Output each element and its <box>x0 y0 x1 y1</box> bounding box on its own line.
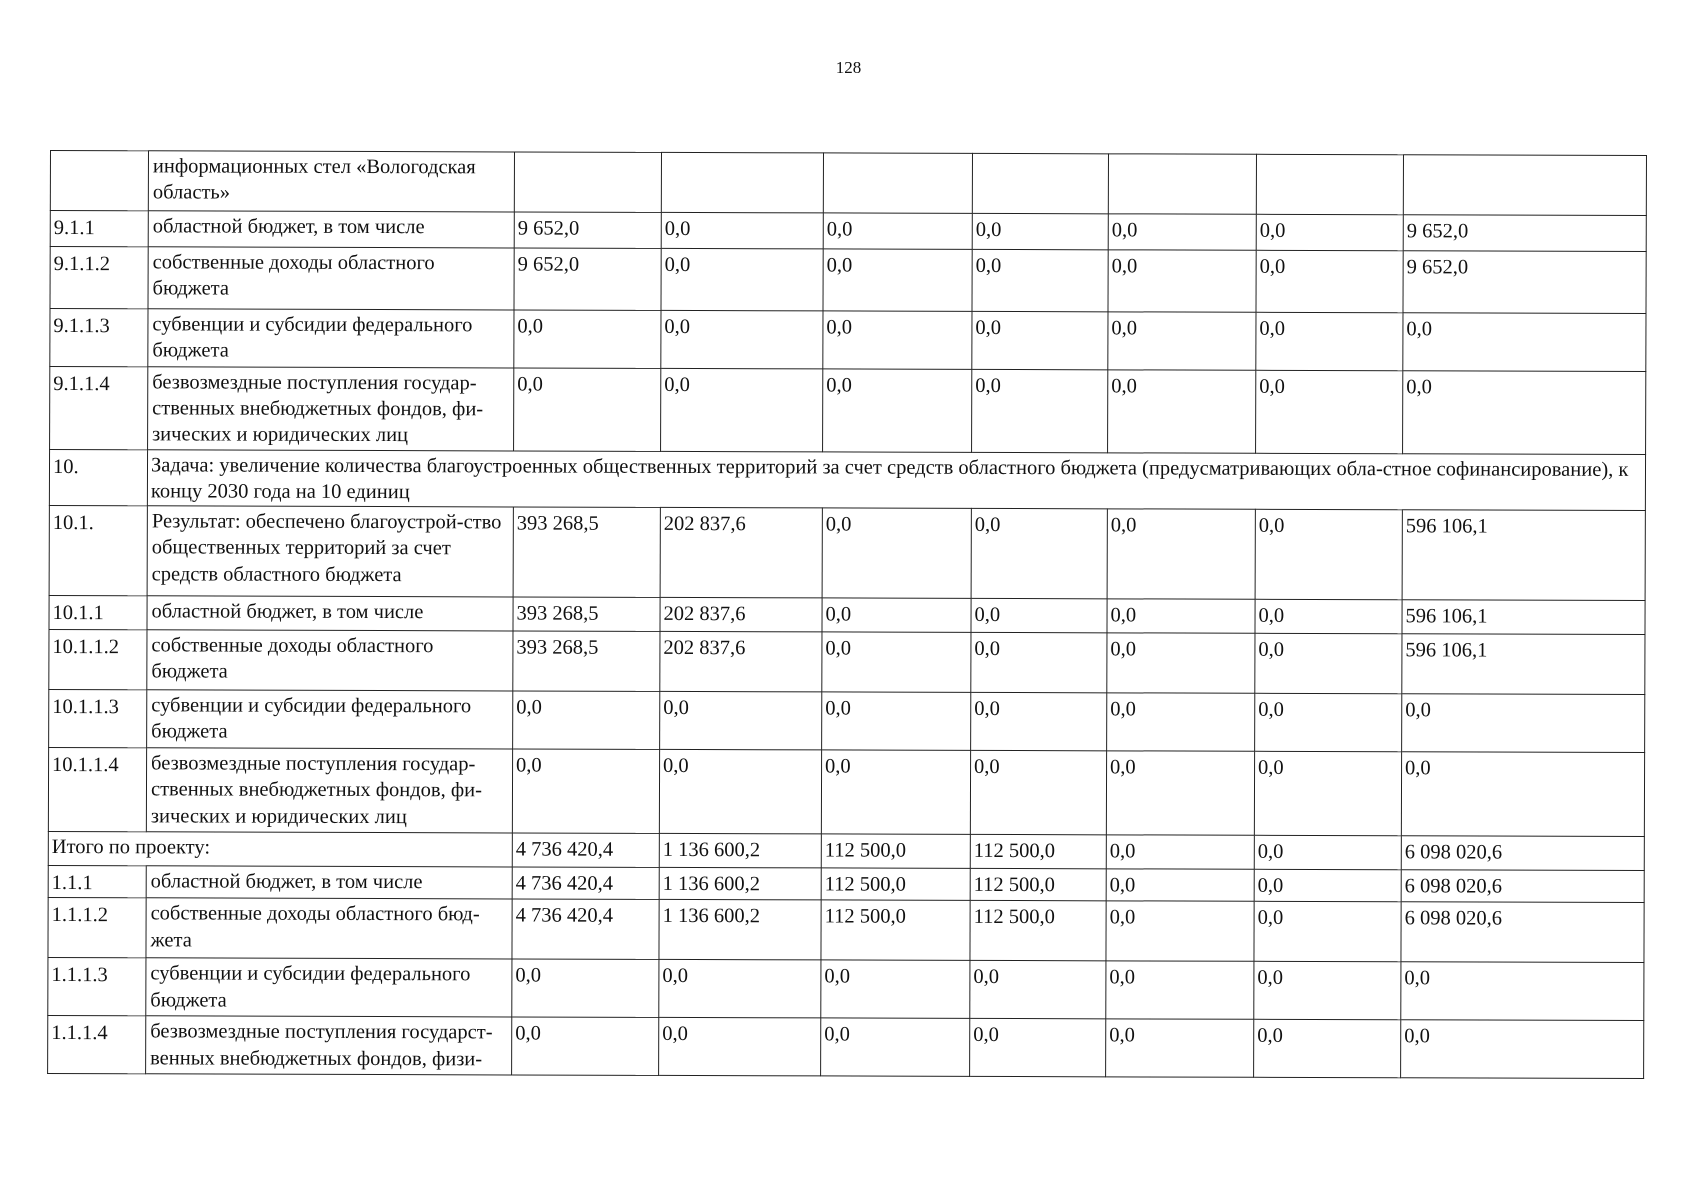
row-name: собственные доходы областного бюджета <box>147 630 513 691</box>
row-code <box>50 151 148 211</box>
value-cell: 0,0 <box>661 212 823 249</box>
table-row <box>50 367 1646 455</box>
row-name: собственные доходы областного бюд-жета <box>146 898 512 959</box>
row-name: областной бюджет, в том числе <box>147 596 513 631</box>
row-name: субвенции и субсидии федерального бюджета <box>146 958 512 1017</box>
table-row <box>48 866 1644 903</box>
row-code: 10.1.1.3 <box>49 690 147 748</box>
value-cell: 0,0 <box>821 960 970 1018</box>
value-cell: 0,0 <box>1106 869 1254 902</box>
value-cell: 0,0 <box>1254 869 1401 902</box>
value-cell: 1 136 600,2 <box>659 834 821 869</box>
value-cell: 0,0 <box>1107 509 1255 599</box>
row-code: 1.1.1.3 <box>48 958 146 1016</box>
table-row <box>50 247 1646 314</box>
value-cell: 0,0 <box>822 632 971 692</box>
value-cell: 0,0 <box>659 1018 821 1077</box>
value-cell: 0,0 <box>971 633 1107 693</box>
value-cell: 6 098 020,6 <box>1401 870 1644 903</box>
value-cell: 0,0 <box>1108 312 1256 370</box>
row-code: 10.1. <box>49 506 147 596</box>
row-code: 1.1.1.4 <box>48 1016 146 1074</box>
value-cell: 0,0 <box>514 310 661 368</box>
row-code: 10.1.1.2 <box>49 630 147 690</box>
row-name: Результат: обеспечено благоустрой-ство общественных территорий за счет средств областного бюджета <box>147 506 513 597</box>
value-cell: 0,0 <box>1255 693 1402 751</box>
row-name: областной бюджет, в том числе <box>148 211 514 248</box>
row-name: субвенции и субсидии федерального бюджета <box>147 690 513 749</box>
value-cell <box>972 153 1108 213</box>
table-row <box>50 151 1646 216</box>
value-cell: 0,0 <box>661 248 823 311</box>
value-cell: 0,0 <box>1403 371 1646 454</box>
task-row <box>49 449 1645 510</box>
value-cell: 112 500,0 <box>970 835 1106 869</box>
value-cell: 596 106,1 <box>1402 510 1645 601</box>
value-cell: 112 500,0 <box>821 834 970 868</box>
value-cell: 0,0 <box>1255 509 1402 599</box>
value-cell: 0,0 <box>972 249 1108 311</box>
value-cell: 393 268,5 <box>513 631 660 691</box>
table-row <box>48 1016 1644 1079</box>
value-cell: 0,0 <box>660 692 822 751</box>
value-cell <box>1108 154 1256 214</box>
row-name: безвозмездные поступления государст-венных внебюджетных фондов, физи- <box>146 1016 512 1075</box>
value-cell: 0,0 <box>1256 370 1403 453</box>
row-name: информационных стел «Вологодская область» <box>148 151 514 212</box>
value-cell: 0,0 <box>821 1018 970 1076</box>
table-row <box>50 211 1646 252</box>
value-cell: 0,0 <box>1108 214 1256 250</box>
value-cell: 112 500,0 <box>970 869 1106 902</box>
value-cell: 0,0 <box>1255 599 1402 633</box>
value-cell: 0,0 <box>823 213 972 249</box>
value-cell: 0,0 <box>1106 961 1254 1019</box>
value-cell: 0,0 <box>512 959 659 1017</box>
row-code: 9.1.1 <box>50 211 148 247</box>
value-cell: 0,0 <box>1106 751 1254 835</box>
value-cell: 0,0 <box>970 1019 1106 1077</box>
table-row <box>48 958 1644 1021</box>
total-label: Итого по проекту: <box>48 832 512 867</box>
row-name: безвозмездные поступления государ-ственных внебюджетных фондов, фи-зических и юридических лиц <box>146 748 512 833</box>
value-cell <box>514 152 661 212</box>
value-cell: 202 837,6 <box>660 598 822 633</box>
value-cell: 9 652,0 <box>1403 251 1646 314</box>
value-cell: 0,0 <box>822 598 971 632</box>
value-cell: 0,0 <box>1106 1019 1254 1077</box>
row-code: 10.1.1 <box>49 596 147 630</box>
value-cell: 0,0 <box>512 749 659 833</box>
row-name: собственные доходы областного бюджета <box>148 247 514 310</box>
value-cell: 112 500,0 <box>970 901 1106 961</box>
value-cell: 4 736 420,4 <box>512 833 659 867</box>
value-cell: 9 652,0 <box>514 248 661 310</box>
value-cell: 0,0 <box>971 509 1107 599</box>
value-cell: 1 136 600,2 <box>659 868 821 901</box>
value-cell: 0,0 <box>1254 962 1401 1020</box>
table-row <box>48 748 1644 837</box>
value-cell: 0,0 <box>822 692 971 750</box>
value-cell: 4 736 420,4 <box>512 899 659 959</box>
value-cell: 0,0 <box>661 310 823 369</box>
table-row <box>49 506 1645 601</box>
value-cell: 0,0 <box>1256 250 1403 312</box>
value-cell: 202 837,6 <box>660 508 822 599</box>
value-cell: 9 652,0 <box>514 212 661 248</box>
value-cell: 0,0 <box>1401 1020 1644 1079</box>
value-cell: 0,0 <box>821 750 970 834</box>
value-cell: 0,0 <box>1256 214 1403 250</box>
table-row <box>49 596 1645 635</box>
value-cell: 393 268,5 <box>513 597 660 631</box>
table-row <box>50 309 1646 372</box>
value-cell: 0,0 <box>822 508 971 598</box>
row-name: субвенции и субсидии федерального бюджета <box>148 309 514 368</box>
value-cell: 0,0 <box>823 311 972 369</box>
value-cell: 0,0 <box>659 960 821 1019</box>
row-code: 1.1.1 <box>48 866 146 899</box>
value-cell: 0,0 <box>1107 633 1255 693</box>
row-code: 9.1.1.4 <box>50 367 148 450</box>
value-cell: 0,0 <box>1402 694 1645 753</box>
value-cell: 596 106,1 <box>1402 600 1645 635</box>
table-row <box>49 630 1645 695</box>
value-cell: 6 098 020,6 <box>1401 902 1644 963</box>
value-cell <box>1403 155 1646 216</box>
row-code: 10. <box>49 449 147 506</box>
table-row <box>49 690 1645 753</box>
value-cell: 0,0 <box>513 691 660 749</box>
value-cell: 0,0 <box>823 369 972 452</box>
value-cell: 0,0 <box>1255 633 1402 693</box>
value-cell: 202 837,6 <box>660 632 822 693</box>
page-number: 128 <box>835 58 862 77</box>
row-code: 9.1.1.3 <box>50 309 148 367</box>
value-cell: 9 652,0 <box>1403 215 1646 252</box>
row-code: 1.1.1.2 <box>48 898 146 958</box>
value-cell: 0,0 <box>1401 962 1644 1021</box>
value-cell: 0,0 <box>1254 1020 1401 1078</box>
value-cell: 0,0 <box>1108 370 1256 453</box>
value-cell: 0,0 <box>970 961 1106 1019</box>
value-cell: 0,0 <box>1254 835 1401 869</box>
row-name: безвозмездные поступления государ-ственных внебюджетных фондов, фи-зических и юридических лиц <box>148 367 514 451</box>
value-cell: 0,0 <box>823 249 972 311</box>
value-cell: 0,0 <box>972 311 1108 369</box>
row-code: 10.1.1.4 <box>48 748 146 832</box>
row-name: областной бюджет, в том числе <box>146 866 512 899</box>
value-cell: 0,0 <box>1254 751 1401 835</box>
value-cell <box>1256 154 1403 214</box>
table-row <box>48 898 1644 963</box>
total-row <box>48 832 1644 871</box>
value-cell: 0,0 <box>1403 313 1646 372</box>
value-cell: 0,0 <box>971 599 1107 633</box>
value-cell: 0,0 <box>661 368 823 451</box>
value-cell: 0,0 <box>1107 599 1255 633</box>
value-cell: 393 268,5 <box>513 507 660 597</box>
value-cell: 0,0 <box>972 213 1108 249</box>
value-cell: 0,0 <box>1256 312 1403 370</box>
value-cell: 0,0 <box>514 368 661 451</box>
budget-table <box>47 150 1647 1079</box>
value-cell: 0,0 <box>972 369 1108 452</box>
task-text: Задача: увеличение количества благоустроенных общественных территорий за счет средств областного бюджета (предусматривающих обла-стное софинансирование), к концу 2030 года на 10 единиц <box>147 450 1645 511</box>
value-cell: 112 500,0 <box>821 900 970 960</box>
value-cell: 0,0 <box>1254 902 1401 962</box>
value-cell: 0,0 <box>512 1017 659 1075</box>
value-cell <box>661 152 823 213</box>
value-cell: 0,0 <box>971 693 1107 751</box>
value-cell <box>823 153 972 213</box>
value-cell: 0,0 <box>1401 752 1644 837</box>
value-cell: 0,0 <box>1106 835 1254 869</box>
value-cell: 0,0 <box>1108 250 1256 312</box>
value-cell: 0,0 <box>1106 901 1254 961</box>
value-cell: 0,0 <box>659 750 821 835</box>
value-cell: 112 500,0 <box>821 868 970 901</box>
value-cell: 0,0 <box>1107 693 1255 751</box>
row-code: 9.1.1.2 <box>50 247 148 309</box>
value-cell: 1 136 600,2 <box>659 900 821 961</box>
value-cell: 6 098 020,6 <box>1401 836 1644 871</box>
value-cell: 4 736 420,4 <box>512 867 659 900</box>
value-cell: 596 106,1 <box>1402 634 1645 695</box>
value-cell: 0,0 <box>970 751 1106 835</box>
